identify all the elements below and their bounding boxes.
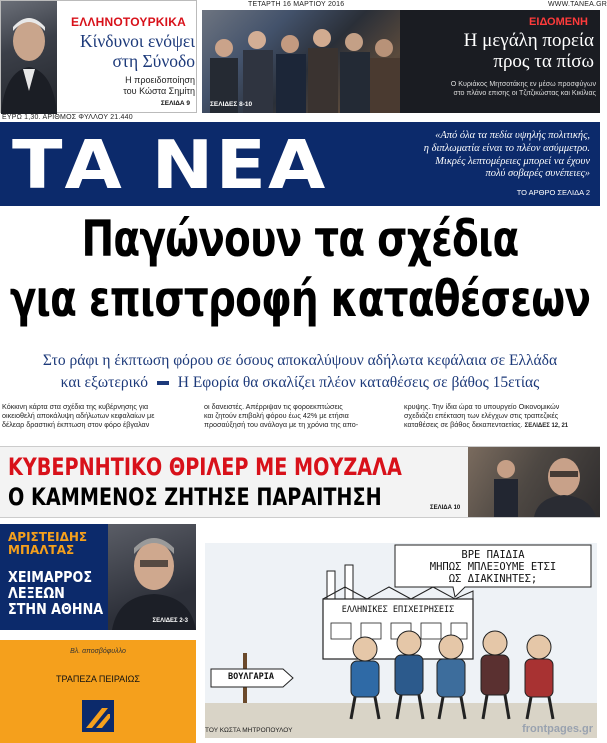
deck-part-a: και εξωτερικό: [60, 374, 148, 391]
col3-line3-wrap: [404, 420, 598, 431]
col3-line3: καταθέσεις σε βάθος δεκαπενταετίας.: [404, 420, 523, 430]
road-sign: ΒΟΥΛΓΑΡΙΑ: [227, 672, 275, 682]
idomeni-headline-line1: Η μεγάλη πορεία: [463, 30, 594, 51]
col1-line2: οικειοθελή αποκάλυψη αδήλωτων κεφαλαίων με: [2, 411, 155, 421]
building-sign: ΕΛΛΗΝΙΚΕΣ ΕΠΙΧΕΙΡΗΣΕΙΣ: [341, 605, 455, 615]
thriller-photos: [468, 447, 600, 517]
thriller-line1: ΚΥΒΕΡΝΗΤΙΚΟ ΘΡΙΛΕΡ ΜΕ ΜΟΥΖΑΛΑ: [8, 453, 402, 481]
cartoon-speech: [395, 549, 591, 585]
speech-line1: ΒΡΕ ΠΑΙΔΙΑ: [461, 549, 525, 561]
col3-line1: κρυψης. Την ίδια ώρα το υπουργείο Οικονομικών: [404, 402, 560, 411]
lead-headline-line1[interactable]: Παγώνουν τα σχέδια: [81, 210, 519, 268]
quote-line4: πολύ σοβαρές συνέπειες»: [485, 168, 590, 180]
teaser-page-ref: ΣΕΛΙΔΑ 9: [160, 100, 190, 107]
website[interactable]: WWW.TANEA.GR: [548, 1, 607, 8]
col3-line2: σχεδιάζει επέκταση των ελέγχων στις τραπεζικές: [404, 411, 559, 421]
teaser-headline: [59, 31, 195, 71]
masthead: [0, 122, 600, 206]
piraeus-ad[interactable]: [0, 640, 196, 743]
quote-source: ΤΟ ΑΡΘΡΟ ΣΕΛΙΔΑ 2: [516, 188, 590, 197]
piraeus-logo-icon: [82, 700, 114, 732]
baltas-photo: [108, 524, 196, 630]
masthead-quote: [352, 130, 590, 181]
col2-line3: προσαύξησή του ανάλογα με τη χρόνια της απο-: [204, 420, 359, 430]
teaser-sub-line1: Η προειδοποίηση: [125, 75, 195, 85]
col1-line3: δέλεαρ δραστική έκπτωση στον φόρο έβγαλαν: [2, 420, 150, 430]
quote-line2: η διπλωματία είναι το πλέον ασύμμετρο.: [423, 142, 590, 154]
baltas-headline-line2: ΛΕΞΕΩΝ: [8, 584, 65, 603]
lead-column-3: [404, 402, 598, 431]
newspaper-logo[interactable]: ΤΑ ΝΕΑ: [12, 126, 328, 204]
ad-note: Βλ. αποσβόφυλλο: [70, 648, 126, 655]
baltas-headline-line1: ΧΕΙΜΑΡΡΟΣ: [8, 568, 93, 586]
teaser-idomeni[interactable]: [202, 10, 600, 113]
speech-line2: ΜΗΠΩΣ ΜΠΛΕΞΟΥΜΕ ΕΤΣΙ: [429, 561, 557, 574]
speech-line3: ΩΣ ΔΙΑΚΙΝΗΤΕΣ;: [448, 573, 538, 586]
teaser-kicker: ΕΛΛΗΝΟΤΟΥΡΚΙΚΑ: [71, 15, 186, 29]
idomeni-sub-line1: Ο Κυριάκος Μητσοτάκης εν μέσω προσφύγων: [450, 80, 596, 88]
thriller-page-ref: ΣΕΛΙΔΑ 10: [430, 505, 461, 511]
lead-deck-line1: Στο ράφι η έκπτωση φόρου σε όσους αποκαλύψουν αδήλωτα κεφάλαια σε Ελλάδα: [42, 352, 558, 369]
lead-column-2: [204, 402, 398, 430]
lead-headline-line2[interactable]: για επιστροφή καταθέσεων: [9, 270, 591, 328]
lead-deck-line2: [0, 374, 600, 392]
deck-part-b: Η Εφορία θα σκαλίζει πλέον καταθέσεις σε βάθος 15ετίας: [177, 374, 540, 391]
simitis-photo: [1, 1, 57, 114]
portrait-icon: [1, 1, 57, 114]
teaser-headline-line1: Κίνδυνοι ενόψει: [80, 31, 195, 51]
baltas-name-line1: ΑΡΙΣΤΕΙΔΗΣ: [8, 530, 88, 544]
idomeni-headline: [402, 30, 594, 73]
col3-page-ref: ΣΕΛΙΔΕΣ 12, 21: [524, 423, 569, 430]
idomeni-headline-line2: προς τα πίσω: [493, 51, 594, 73]
quote-line1: «Από όλα τα πεδία υψηλής πολιτικής,: [435, 130, 590, 141]
teaser-headline-line2: στη Σύνοδο: [112, 51, 195, 72]
baltas-portrait-icon: [108, 524, 196, 630]
baltas-name-line2: ΜΠΑΛΤΑΣ: [8, 543, 75, 558]
col2-line1: οι δανειστές. Απέρριψαν τις φοροεκπτώσεις: [204, 402, 343, 411]
teaser-simitis[interactable]: [0, 0, 197, 113]
col1-line1: Κόκκινη κάρτα στα σχέδια της κυβέρνησης για: [2, 402, 149, 411]
photo-caption: ΣΕΛΙΔΕΣ 8-10: [210, 101, 253, 108]
cartoon-credit: ΤΟΥ ΚΩΣΤΑ ΜΗΤΡΟΠΟΥΛΟΥ: [205, 727, 293, 734]
bank-logo-icon: [82, 700, 114, 732]
crowd-icon: [202, 10, 400, 113]
baltas-page-ref: ΣΕΛΙΔΕΣ 2-3: [152, 618, 188, 624]
crowd-photo: [202, 10, 400, 113]
bank-name: ΤΡΑΠΕΖΑ ΠΕΙΡΑΙΩΣ: [56, 674, 140, 684]
quote-line3: Μικρές λεπτομέρειες μπορεί να έχουν: [435, 155, 590, 167]
baltas-headline: [8, 569, 103, 618]
baltas-headline-line3: ΣΤΗΝ ΑΘΗΝΑ: [8, 600, 104, 619]
lead-column-1: [2, 402, 198, 430]
politicians-icon: [468, 447, 600, 517]
thriller-band[interactable]: [0, 446, 600, 518]
thriller-line2: Ο ΚΑΜΜΕΝΟΣ ΖΗΤΗΣΕ ΠΑΡΑΙΤΗΣΗ: [8, 483, 382, 511]
teaser-sub-line2: του Κώστα Σημίτη: [123, 86, 195, 97]
teaser-sub: [59, 75, 195, 98]
idomeni-sub-line2: στο πλάνο επισης οι Τζιτζικώστας και Κικίλιας: [453, 89, 596, 98]
idomeni-kicker: ΕΙΔΟΜΕΝΗ: [529, 16, 588, 28]
idomeni-sub: [400, 80, 596, 99]
watermark: frontpages.gr: [522, 723, 593, 735]
issue-info: ΕΥΡΩ 1,30. ΑΡΙΘΜΟΣ ΦΥΛΛΟΥ 21.440: [2, 114, 133, 121]
cartoon[interactable]: [205, 543, 597, 738]
baltas-block[interactable]: [0, 524, 196, 630]
dash-separator: [157, 381, 169, 385]
baltas-name: [8, 531, 87, 557]
col2-line2: και ζητούν επιβολή φόρου έως 42% με ετήσια: [204, 411, 349, 421]
issue-date: ΤΕΤΑΡΤΗ 16 ΜΑΡΤΙΟΥ 2016: [248, 1, 345, 8]
